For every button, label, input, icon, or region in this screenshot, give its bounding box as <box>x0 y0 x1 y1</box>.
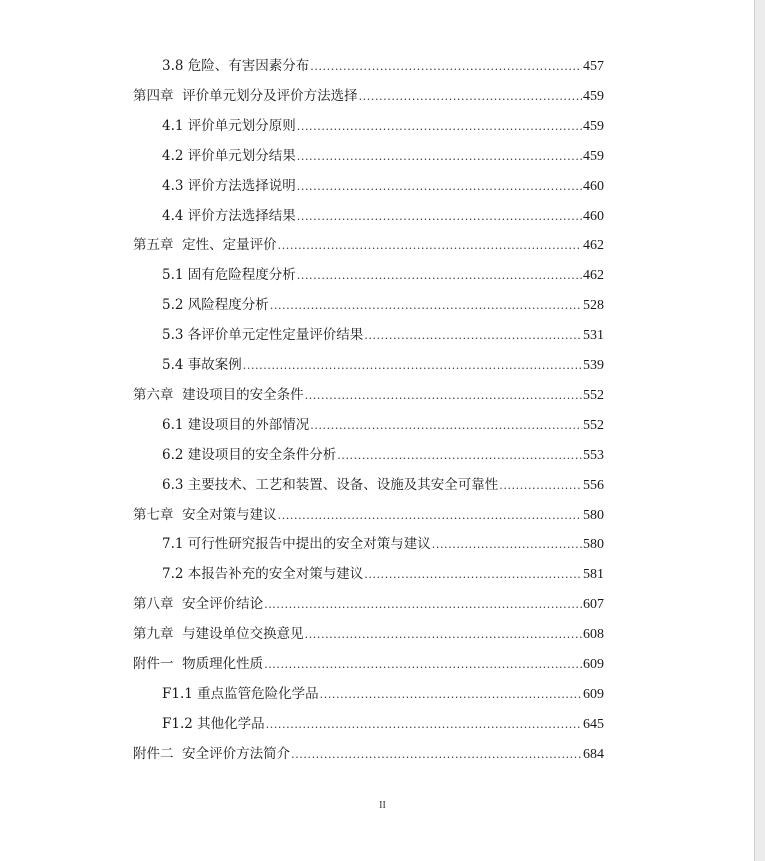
toc-entry-page-number: 528 <box>583 298 604 314</box>
toc-dot-leader <box>264 654 582 676</box>
toc-entry-title: F1.2 其他化学品 <box>162 715 265 732</box>
toc-entry-title: 第四章 评价单元划分及评价方法选择 <box>133 87 358 104</box>
toc-chapter-entry[interactable] <box>133 623 604 645</box>
toc-entry-title: 5.4 事故案例 <box>162 357 242 373</box>
toc-entry-page-number: 609 <box>583 686 604 702</box>
toc-entry-title: 7.1 可行性研究报告中提出的安全对策与建议 <box>162 536 431 553</box>
toc-section-entry[interactable] <box>162 354 604 376</box>
toc-dot-leader <box>359 86 582 108</box>
toc-section-entry[interactable] <box>162 444 604 466</box>
toc-dot-leader <box>243 355 582 377</box>
toc-entry-title: 4.2 评价单元划分结果 <box>162 147 296 164</box>
toc-section-entry[interactable] <box>162 175 604 197</box>
toc-entry-title: 附件二 安全评价方法简介 <box>133 745 291 762</box>
toc-entry-title: 6.1 建设项目的外部情况 <box>162 416 310 433</box>
toc-entry-title: 附件一 物质理化性质 <box>133 656 264 672</box>
toc-dot-leader <box>297 206 582 228</box>
toc-section-entry[interactable] <box>162 264 604 286</box>
toc-entry-title: 4.1 评价单元划分原则 <box>162 117 296 134</box>
toc-entry-page-number: 462 <box>583 268 604 284</box>
toc-entry-page-number: 580 <box>583 507 604 523</box>
page-shade <box>755 0 765 861</box>
toc-entry-title: 5.3 各评价单元定性定量评价结果 <box>162 327 364 344</box>
toc-dot-leader <box>337 445 582 467</box>
toc-section-entry[interactable] <box>162 145 604 167</box>
toc-entry-title: F1.1 重点监管危险化学品 <box>162 685 319 702</box>
toc-entry-page-number: 580 <box>583 537 604 553</box>
toc-dot-leader <box>266 714 582 736</box>
toc-chapter-entry[interactable] <box>133 653 604 675</box>
toc-entry-title: 第九章 与建设单位交换意见 <box>133 626 304 643</box>
toc-dot-leader <box>364 564 582 586</box>
toc-dot-leader <box>270 295 582 317</box>
toc-dot-leader <box>291 744 582 766</box>
toc-dot-leader <box>297 265 582 287</box>
toc-entry-page-number: 645 <box>583 716 604 732</box>
page-number: II <box>379 800 386 811</box>
toc-dot-leader <box>278 505 582 527</box>
toc-dot-leader <box>310 56 582 78</box>
toc-entry-title: 3.8 危险、有害因素分布 <box>162 58 310 74</box>
toc-entry-page-number: 460 <box>583 178 604 194</box>
toc-entry-page-number: 459 <box>583 88 604 104</box>
toc-dot-leader <box>499 475 582 497</box>
toc-section-entry[interactable] <box>162 205 604 227</box>
toc-dot-leader <box>305 385 582 407</box>
toc-entry-page-number: 539 <box>583 358 604 373</box>
toc-entry-page-number: 462 <box>583 238 604 254</box>
toc-section-entry[interactable] <box>162 294 604 316</box>
toc-section-entry[interactable] <box>162 115 604 137</box>
toc-chapter-entry[interactable] <box>133 504 604 526</box>
toc-entry-title: 5.2 风险程度分析 <box>162 297 269 314</box>
toc-dot-leader <box>320 684 582 706</box>
toc-entry-title: 第六章 建设项目的安全条件 <box>133 386 304 403</box>
toc-entry-title: 7.2 本报告补充的安全对策与建议 <box>162 566 364 583</box>
toc-section-entry[interactable] <box>162 713 604 735</box>
toc-dot-leader <box>364 325 582 347</box>
toc-entry-page-number: 608 <box>583 627 604 643</box>
toc-dot-leader <box>264 594 582 616</box>
toc-chapter-entry[interactable] <box>133 384 604 406</box>
toc-entry-title: 4.4 评价方法选择结果 <box>162 207 296 224</box>
toc-entry-page-number: 531 <box>583 328 604 344</box>
toc-dot-leader <box>305 624 582 646</box>
toc-section-entry[interactable] <box>162 683 604 705</box>
toc-chapter-entry[interactable] <box>133 85 604 107</box>
toc-entry-title: 第八章 安全评价结论 <box>133 596 264 613</box>
toc-section-entry[interactable] <box>162 55 604 77</box>
page-edge <box>754 0 755 861</box>
toc-entry-page-number: 607 <box>583 597 604 613</box>
toc-section-entry[interactable] <box>162 474 604 496</box>
toc-dot-leader <box>297 116 582 138</box>
toc-entry-page-number: 556 <box>583 477 604 493</box>
toc-section-entry[interactable] <box>162 563 604 585</box>
toc-section-entry[interactable] <box>162 324 604 346</box>
toc-entry-title: 5.1 固有危险程度分析 <box>162 267 296 284</box>
toc-section-entry[interactable] <box>162 414 604 436</box>
toc-dot-leader <box>297 146 582 168</box>
toc-dot-leader <box>432 534 582 556</box>
toc-entry-page-number: 457 <box>583 59 604 74</box>
toc-chapter-entry[interactable] <box>133 593 604 615</box>
toc-dot-leader <box>310 415 582 437</box>
toc-chapter-entry[interactable] <box>133 234 604 256</box>
toc-entry-title: 第五章 定性、定量评价 <box>133 237 277 254</box>
toc-entry-page-number: 609 <box>583 657 604 672</box>
toc-entry-page-number: 460 <box>583 208 604 224</box>
toc-entry-page-number: 553 <box>583 447 604 463</box>
toc-dot-leader <box>278 235 582 257</box>
toc-entry-title: 第七章 安全对策与建议 <box>133 506 277 523</box>
toc-entry-title: 6.2 建设项目的安全条件分析 <box>162 446 337 463</box>
toc-chapter-entry[interactable] <box>133 743 604 765</box>
toc-dot-leader <box>297 176 582 198</box>
toc-entry-page-number: 459 <box>583 118 604 134</box>
toc-entry-page-number: 552 <box>583 417 604 433</box>
toc-entry-page-number: 684 <box>583 746 604 762</box>
toc-entry-page-number: 459 <box>583 148 604 164</box>
toc-entry-page-number: 581 <box>583 567 604 583</box>
toc-section-entry[interactable] <box>162 533 604 555</box>
toc-entry-title: 4.3 评价方法选择说明 <box>162 177 296 194</box>
toc-entry-page-number: 552 <box>583 387 604 403</box>
toc-entry-title: 6.3 主要技术、工艺和装置、设备、设施及其安全可靠性 <box>162 476 499 493</box>
